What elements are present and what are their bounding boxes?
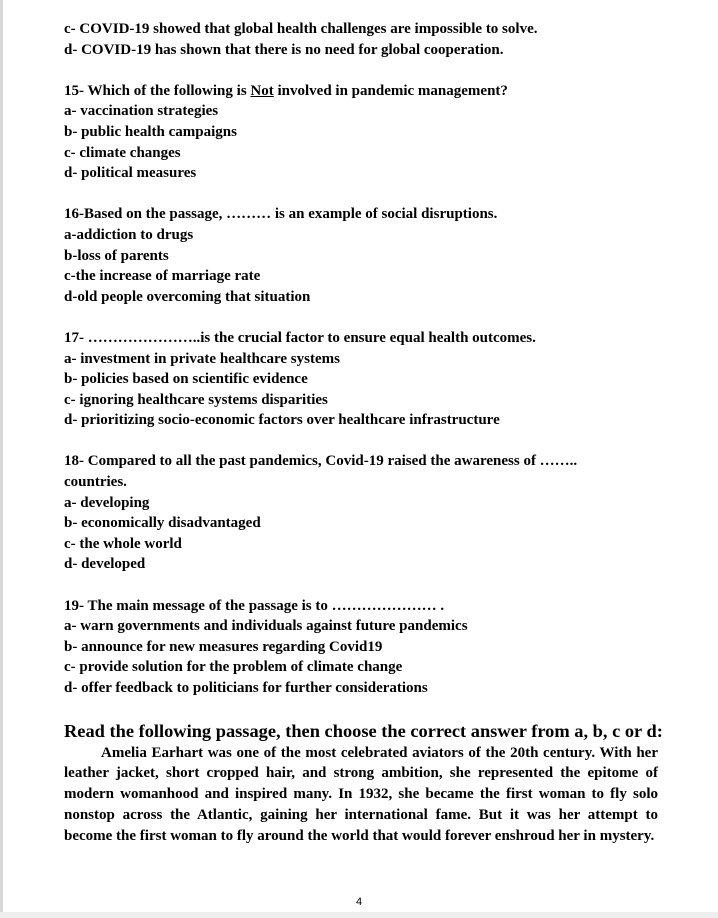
q17-question: 17- …………………..is the crucial factor to ensure equal health outcomes. xyxy=(64,329,536,346)
passage-text: Amelia Earhart was one of the most celebrated aviators of the 20th century. With her leather jacket, short cropped hair, and strong ambition, she represented the epitome of modern womanhood and inspired many. In 1932, she became the first woman to fly solo nonstop across the Atlantic, gaining her international fame. But it was her attempt to become the first woman to fly around the world that would forever enshroud her in mystery. xyxy=(64,744,658,844)
q15-question: 15- Which of the following is Not involved in pandemic management? xyxy=(64,82,508,99)
q18-option-c: c- the whole world xyxy=(64,535,182,552)
section-heading: Read the following passage, then choose the correct answer from a, b, c or d: xyxy=(64,720,663,741)
q14-option-d: d- COVID-19 has shown that there is no need for global cooperation. xyxy=(64,41,504,58)
q19-question: 19- The main message of the passage is to ………………… . xyxy=(64,597,445,614)
q19-option-c: c- provide solution for the problem of climate change xyxy=(64,659,403,676)
q15-option-d: d- political measures xyxy=(64,165,197,182)
q16-option-a: a-addiction to drugs xyxy=(64,226,194,243)
q16-option-b: b-loss of parents xyxy=(64,247,169,264)
q14-option-c: c- COVID-19 showed that global health challenges are impossible to solve. xyxy=(64,21,538,37)
q18-option-d: d- developed xyxy=(64,556,146,573)
q18-question-line2: countries. xyxy=(64,474,127,491)
page-number: 4 xyxy=(355,896,363,908)
q17-option-c: c- ignoring healthcare systems disparities xyxy=(64,391,328,408)
q17-option-a: a- investment in private healthcare systems xyxy=(64,350,340,367)
page-edge xyxy=(0,0,3,918)
q18-question-line1: 18- Compared to all the past pandemics, Covid-19 raised the awareness of …….. xyxy=(64,453,578,470)
not-emphasis: Not xyxy=(250,82,274,99)
q16-option-d: d-old people overcoming that situation xyxy=(64,288,311,305)
q19-option-a: a- warn governments and individuals against future pandemics xyxy=(64,618,468,635)
q16-question: 16-Based on the passage, ……… is an example of social disruptions. xyxy=(64,206,498,223)
q18-option-a: a- developing xyxy=(64,494,150,511)
q18-option-b: b- economically disadvantaged xyxy=(64,515,261,532)
page-bottom-edge xyxy=(0,912,718,918)
q16-option-c: c-the increase of marriage rate xyxy=(64,268,261,285)
q19-option-b: b- announce for new measures regarding Covid19 xyxy=(64,638,383,655)
q15-option-c: c- climate changes xyxy=(64,144,181,161)
q17-option-d: d- prioritizing socio-economic factors over healthcare infrastructure xyxy=(64,412,500,429)
q15-option-b: b- public health campaigns xyxy=(64,123,237,140)
q19-option-d: d- offer feedback to politicians for further considerations xyxy=(64,680,428,696)
page-content xyxy=(64,19,664,847)
q15-option-a: a- vaccination strategies xyxy=(64,103,219,120)
q17-option-b: b- policies based on scientific evidence xyxy=(64,371,308,388)
